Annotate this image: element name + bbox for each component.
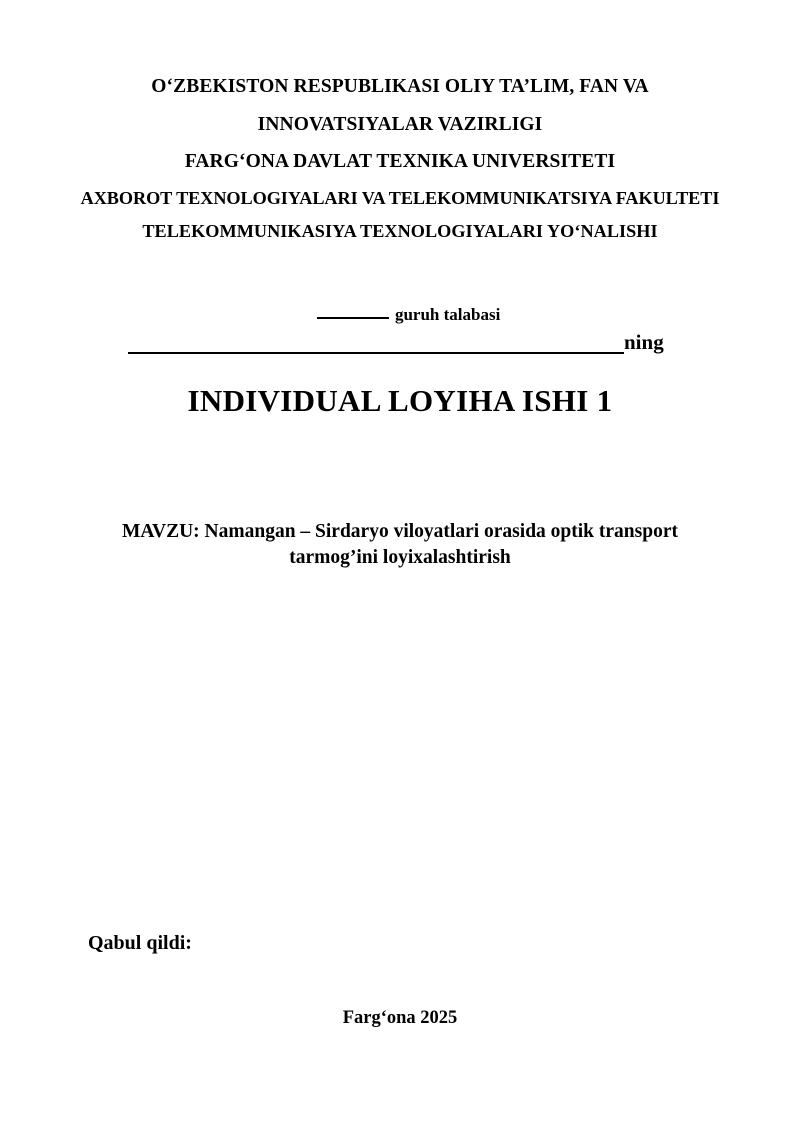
- student-name-blank[interactable]: [128, 330, 624, 354]
- faculty-name: AXBOROT TEXNOLOGIYALARI VA TELEKOMMUNIKATSIYA FAKULTETI: [80, 188, 720, 208]
- student-name-suffix: ning: [624, 330, 664, 354]
- topic-statement: MAVZU: Namangan – Sirdaryo viloyatlari orasida optik transport tarmog’ini loyixalashtirish: [122, 521, 678, 569]
- ministry-line-2: INNOVATSIYALAR VAZIRLIGI: [257, 114, 543, 135]
- accepted-by-label: Qabul qildi:: [88, 932, 192, 954]
- page-title: INDIVIDUAL LOYIHA ISHI 1: [187, 383, 613, 418]
- study-direction: TELEKOMMUNIKASIYA TEXNOLOGIYALARI YO‘NALISHI: [142, 221, 658, 241]
- footer-place-year: Farg‘ona 2025: [342, 1008, 458, 1028]
- group-number-blank[interactable]: [317, 317, 389, 319]
- university-name: FARG‘ONA DAVLAT TEXNIKA UNIVERSITETI: [184, 151, 616, 172]
- ministry-line-1: O‘ZBEKISTON RESPUBLIKASI OLIY TA’LIM, FAN VA: [151, 76, 649, 97]
- group-label: guruh talabasi: [390, 305, 501, 324]
- student-name-row: [128, 330, 688, 354]
